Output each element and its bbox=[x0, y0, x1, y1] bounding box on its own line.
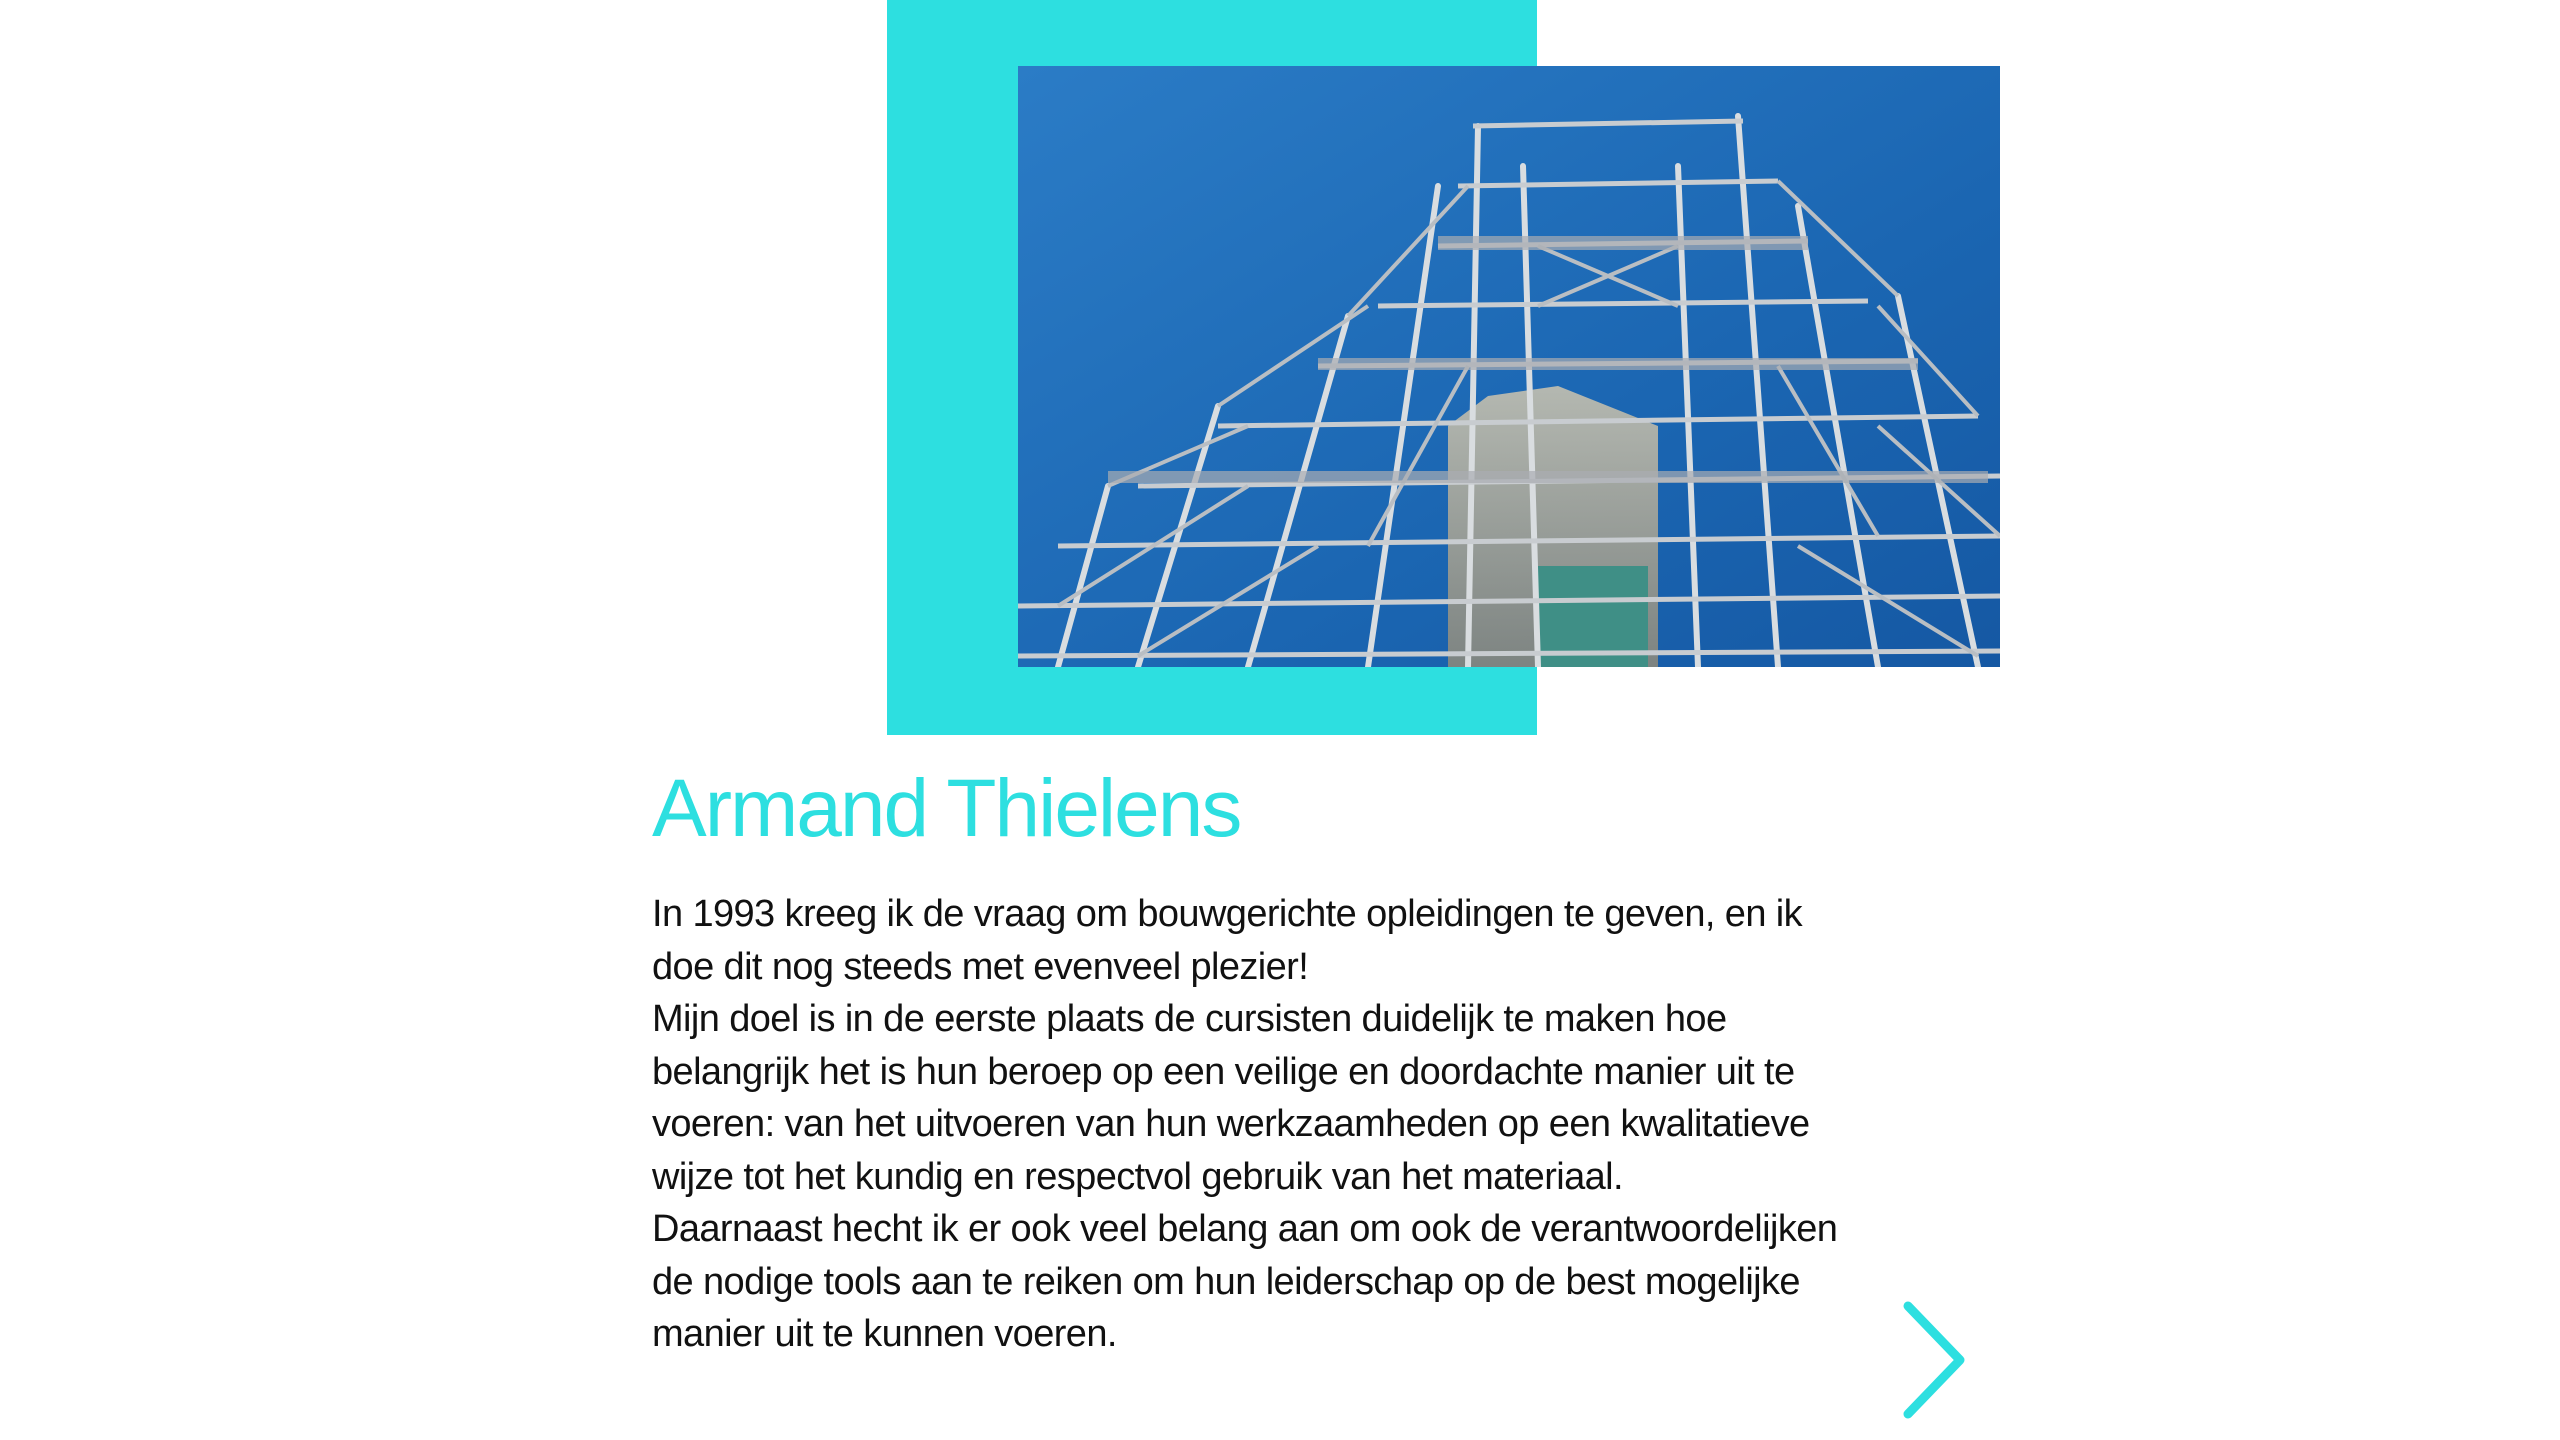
person-name: Armand Thielens bbox=[652, 763, 1241, 854]
bio-paragraph: Daarnaast hecht ik er ook veel belang aan om ook de verantwoordelijken de nodige tools aan te reiken om hun leiderschap op de best mogelijke manier uit te kunnen voeren. bbox=[652, 1208, 1838, 1355]
scaffolding-photo bbox=[1018, 66, 2000, 667]
bio-text bbox=[652, 888, 1872, 1361]
chevron-right-icon bbox=[1900, 1300, 1970, 1420]
next-button[interactable] bbox=[1900, 1300, 1970, 1420]
bio-paragraph: In 1993 kreeg ik de vraag om bouwgerichte opleidingen te geven, en ik doe dit nog steeds met evenveel plezier! bbox=[652, 893, 1803, 988]
bio-paragraph: Mijn doel is in de eerste plaats de cursisten duidelijk te maken hoe belangrijk het is hun beroep op een veilige en doordachte manier uit te voeren: van het uitvoeren van hun werkzaamheden op een kwalitatieve wijze tot het kundig en respectvol gebruik van het materiaal. bbox=[652, 998, 1810, 1198]
